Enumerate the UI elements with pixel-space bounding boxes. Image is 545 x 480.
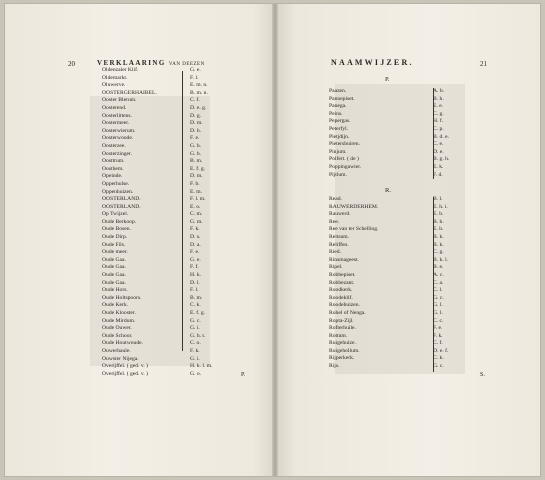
entry-grid-code: A. b. <box>433 88 445 94</box>
entry-grid-code: F. e. <box>190 135 200 142</box>
entry-name: Oude Gaa. <box>102 279 126 286</box>
entry-name: Pinjum. <box>329 148 347 155</box>
entry-grid-code: C. o. <box>190 340 201 347</box>
entry-name: Peterfyl. <box>329 125 349 132</box>
entry-grid-code: H. k. l. m. <box>190 363 213 370</box>
entry-name: Oppenhuizen. <box>102 188 134 195</box>
entry-grid-code: D. e. g. <box>190 104 207 111</box>
left-column-rule <box>182 71 183 351</box>
entry-grid-code: F. l. m. <box>190 196 206 203</box>
entry-name: Poppingawier. <box>329 163 362 170</box>
entry-name: Overijffel. ( ged. v. ) <box>102 370 148 377</box>
entry-name: Paazen. <box>329 88 347 94</box>
entry-name: Ruigehuize. <box>329 340 356 347</box>
entry-grid-code: G. c. <box>433 363 444 370</box>
entry-grid-code: G. i. <box>190 355 200 362</box>
entry-name: Oldenzaler Klif. <box>102 67 139 73</box>
entry-grid-code: B. l. <box>433 196 443 202</box>
gutter <box>272 4 278 476</box>
entry-grid-code: F. l. <box>190 74 199 81</box>
entry-grid-code: C. c. <box>433 317 444 324</box>
entry-grid-code: E. f. g. <box>190 310 206 316</box>
entry-name: Roodkerk. <box>329 287 353 294</box>
entry-grid-code: F. f. <box>190 264 199 271</box>
right-running-header: NAAMWIJZER. <box>331 58 414 67</box>
entry-name: Roodehuizen. <box>329 302 360 309</box>
entry-name: Oude Dirp. <box>102 234 128 241</box>
right-page <box>275 4 540 476</box>
entry-name: OOSTERGERHAIBEL. <box>102 89 157 96</box>
left-page <box>5 4 275 476</box>
entry-name: Read. <box>329 196 342 202</box>
entry-name: Oude Klooster. <box>102 310 136 316</box>
entry-name: Oostermeer. <box>102 120 130 127</box>
entry-name: Robbepiset. <box>329 271 356 278</box>
entry-grid-code: G. i. <box>190 325 200 332</box>
entry-name: Oude Gaa. <box>102 272 126 279</box>
entry-grid-code: G. h. <box>190 142 202 149</box>
entry-name: Opeinde. <box>102 173 123 180</box>
entry-grid-code: C. a. <box>433 279 444 286</box>
entry-name: Ooster Blerum. <box>102 97 137 104</box>
entry-name: Reitsum. <box>329 233 350 240</box>
entry-name: OOSTERLAND. <box>102 196 141 203</box>
entry-grid-code: B. g. h. <box>433 156 450 163</box>
entry-grid-code: E. m. <box>190 188 202 195</box>
book-spread <box>4 3 541 477</box>
entry-grid-code: G. c. <box>190 317 201 324</box>
entry-grid-code: G. c. <box>433 294 444 301</box>
entry-name: Oude Hors. <box>102 287 128 294</box>
entry-name: Pijtlum. <box>329 171 347 178</box>
entry-grid-code: G. m. <box>190 218 203 225</box>
entry-name: Oosthem. <box>102 165 124 172</box>
entry-name: Oosterzee. <box>102 142 126 149</box>
left-header-mid: VAN DEEZEN <box>168 62 205 67</box>
entry-grid-code: B. m. <box>190 158 203 165</box>
entry-name: Oldemarkt. <box>102 74 128 81</box>
entry-name: Oosttrum. <box>102 158 125 165</box>
entry-grid-code: D. h. <box>190 127 202 134</box>
entry-grid-code: D. m. <box>190 173 203 180</box>
entry-grid-code: E. f. g. <box>190 165 206 172</box>
entry-grid-code: G. h. t. <box>190 332 206 339</box>
entry-grid-code: B. k. <box>433 241 444 248</box>
entry-grid-code: G. e. <box>190 67 201 73</box>
entry-grid-code: F. b. <box>190 180 200 187</box>
entry-name: Pepergas. <box>329 118 351 125</box>
entry-name: Reliffen. <box>329 241 349 248</box>
entry-grid-code: E. b. <box>433 226 444 233</box>
entry-grid-code: E. b. <box>433 211 444 218</box>
entry-grid-code: C. f. <box>190 97 200 104</box>
entry-grid-code: F. d. <box>433 171 443 178</box>
entry-grid-code: D. l. <box>190 279 200 286</box>
entry-name: Oude Holtspoors. <box>102 294 142 301</box>
entry-grid-code: G. h. <box>190 150 202 157</box>
entry-grid-code: B. m. n. <box>190 89 208 96</box>
entry-grid-code: B. m. <box>190 294 203 301</box>
entry-grid-code: D. g. <box>190 112 202 119</box>
entry-grid-code: C. e. <box>433 141 444 148</box>
entry-name: Ouwerhaule. <box>102 347 131 354</box>
entry-grid-code: F. k. <box>433 332 443 339</box>
entry-grid-code: C. m. <box>190 211 203 218</box>
entry-grid-code: D. m. <box>190 120 203 127</box>
entry-name: Oude Schoor. <box>102 332 133 339</box>
entry-grid-code: B. h. <box>433 218 444 225</box>
entry-grid-code: D. e. <box>433 148 444 155</box>
entry-name: Ropta-Zijl. <box>329 317 354 324</box>
entry-grid-code: C. g. <box>433 249 444 256</box>
entry-name: Oude Ouwer. <box>102 325 132 332</box>
right-catchword: S. <box>480 372 485 378</box>
entry-name: Rijs. <box>329 363 340 370</box>
entry-grid-code: H. k. <box>190 272 202 279</box>
entry-name: Oosterlittens. <box>102 112 132 119</box>
entry-grid-code: F. k. <box>190 226 200 233</box>
entry-name: Oude Kerk. <box>102 302 129 309</box>
entry-grid-code: E. e. <box>433 103 444 110</box>
entry-grid-code: E. h. i. <box>433 203 448 210</box>
entry-grid-code: G. o. <box>190 370 202 377</box>
entry-name: Rohel of Nenga. <box>329 309 366 316</box>
entry-grid-code: C. f. <box>433 340 443 347</box>
entry-name: Oude Gaa. <box>102 264 126 271</box>
entry-name: Oude Gaa. <box>102 256 126 263</box>
entry-grid-code: G. l. <box>433 309 443 316</box>
entry-name: Peins. <box>329 110 343 117</box>
entry-name: Opperhulse. <box>102 180 130 187</box>
entry-name: Pannepiset. <box>329 95 355 102</box>
entry-grid-code: B. k. <box>433 233 444 240</box>
entry-name: Oosterwierum. <box>102 127 136 134</box>
entry-name: Roodeklif. <box>329 294 353 301</box>
entry-name: Pietersbuiren. <box>329 141 360 148</box>
entry-name: Ried. <box>329 249 341 256</box>
entry-name: Rottum. <box>329 332 348 339</box>
entry-name: Oosterend. <box>102 104 127 111</box>
entry-grid-code: D. s. <box>190 234 201 241</box>
entry-name: Oluwerve. <box>102 82 126 89</box>
entry-name: Oude Fils. <box>102 241 126 248</box>
right-page-number: 21 <box>480 60 487 68</box>
entry-grid-code: E. o. <box>190 203 201 210</box>
entry-grid-code: F. e. <box>433 325 443 332</box>
entry-grid-code: B. h. <box>433 95 444 102</box>
left-catchword: P. <box>241 372 246 378</box>
left-page-number: 20 <box>68 60 75 68</box>
entry-grid-code: C. g. <box>433 110 444 117</box>
entry-name: Rijperkerk. <box>329 355 355 362</box>
left-running-header <box>97 59 205 67</box>
entry-grid-code: B. e. <box>433 264 444 271</box>
entry-grid-code: A. c. <box>433 271 444 278</box>
entry-name: Ruigehollum. <box>329 347 360 354</box>
entry-name: Oude Bosen. <box>102 226 131 233</box>
entry-grid-code: F. l. <box>190 287 199 294</box>
entry-grid-code: C. l. <box>433 287 443 294</box>
entry-grid-code: F. k. <box>190 347 200 354</box>
entry-name: Oosterzinger. <box>102 150 132 157</box>
entry-grid-code: B. d. e. <box>433 133 450 140</box>
entry-grid-code: C. k. <box>190 302 201 309</box>
entry-name: Rofterhuile. <box>329 325 356 332</box>
entry-name: Overijffel. ( ged. v. ) <box>102 363 148 370</box>
entry-grid-code: F. e. <box>190 249 200 256</box>
entry-name: Panega. <box>329 103 347 110</box>
entry-name: RAUWERDERHEM. <box>329 203 379 210</box>
entry-name: Oude Berkoop. <box>102 218 137 225</box>
entry-grid-code: D. e. f. <box>433 347 449 354</box>
entry-grid-code: H. f. <box>433 118 444 125</box>
entry-name: Oude Houtwoude. <box>102 340 144 347</box>
entry-grid-code: G. l. <box>433 302 443 309</box>
entry-name: Ree van ter Schelling. <box>329 226 379 233</box>
entry-grid-code: C. p. <box>433 125 444 132</box>
entry-name: OOSTERLAND. <box>102 203 141 210</box>
entry-grid-code: B. k. l. <box>433 256 449 263</box>
entry-name: Oude Mirdum. <box>102 317 136 324</box>
section-letter-r: R. <box>385 187 391 194</box>
entry-name: Oosterwoude. <box>102 135 134 142</box>
entry-name: Ouwster Nijega. <box>102 355 139 362</box>
entry-name: Oude meer. <box>102 249 128 256</box>
entry-grid-code: E. m. n. <box>190 82 208 89</box>
entry-name: Ripel. <box>329 264 343 271</box>
left-header-main: VERKLAARING <box>97 59 166 67</box>
entry-name: Rinsmageest. <box>329 256 359 263</box>
entry-name: Polfert. ( de ) <box>329 156 359 163</box>
entry-grid-code: G. e. <box>190 256 201 263</box>
entry-grid-code: C. k. <box>433 355 444 362</box>
entry-grid-code: E. k. <box>433 163 444 170</box>
entry-name: Op Twijzel. <box>102 211 129 218</box>
entry-grid-code: D. a. <box>190 241 201 248</box>
entry-name: Robbezant. <box>329 279 355 286</box>
section-letter-p: P. <box>385 76 390 83</box>
entry-name: Rauwerd. <box>329 211 351 218</box>
entry-name: Pietjdijn. <box>329 133 350 140</box>
entry-name: Ree. <box>329 218 340 225</box>
